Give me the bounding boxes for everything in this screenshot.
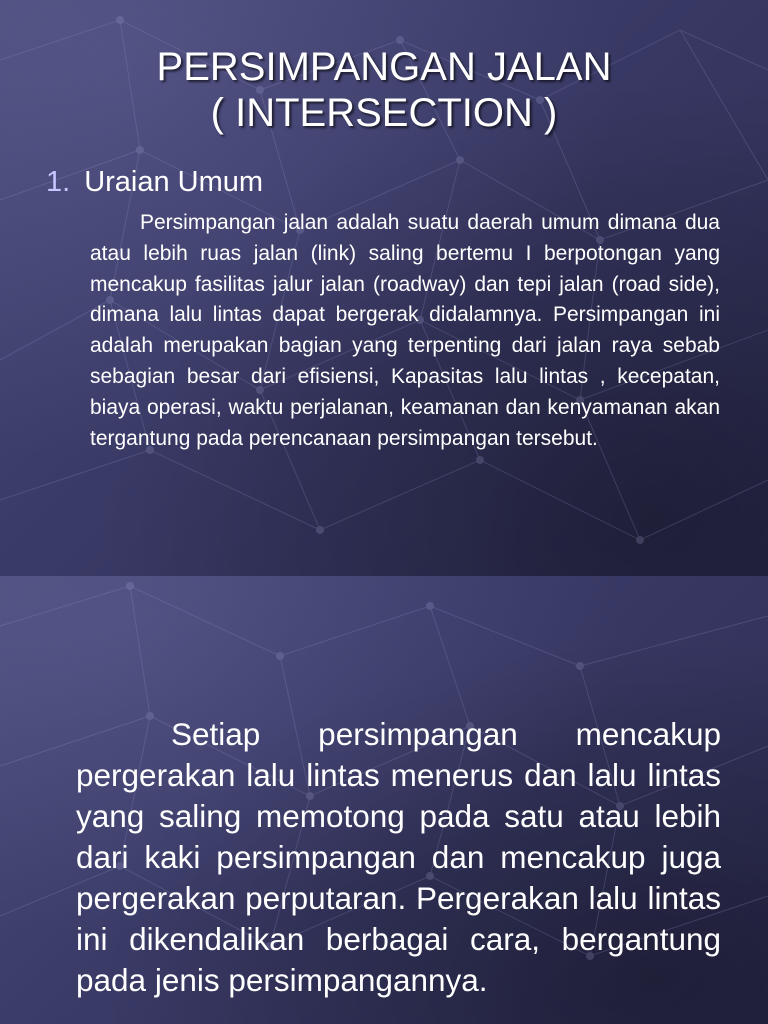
body-paragraph: Setiap persimpangan mencakup pergerakan lalu lintas menerus dan lalu lintas yang saling memotong pada satu atau lebih dari kaki persimpangan dan mencakup juga pergerakan perputaran. Pergerakan lalu lintas ini dikendalikan berbagai cara, bergantung pada jenis persimpangannya. (76, 716, 721, 998)
section-paragraph: Persimpangan jalan adalah suatu daerah umum dimana dua atau lebih ruas jalan (link) saling bertemu I berpotongan yang mencakup fasilitas jalur jalan (roadway) dan tepi jalan (road side), dimana lalu lintas dapat bergerak didalamnya. Persimpangan ini adalah merupakan bagian yang terpenting dari jalan raya sebab sebagian besar dari efisiensi, Kapasitas lalu lintas , kecepatan, biaya operasi, waktu perjalanan, keamanan dan kenyamanan akan tergantung pada perencanaan persimpangan tersebut. (90, 211, 720, 450)
title-line-2: ( INTERSECTION ) (210, 91, 558, 135)
section-heading (46, 166, 263, 199)
section-title: Uraian Umum (84, 166, 264, 198)
title-line-1: PERSIMPANGAN JALAN (156, 45, 612, 89)
section-number: 1. (46, 166, 71, 198)
slide-title (0, 44, 768, 136)
slide-2 (0, 576, 768, 1024)
